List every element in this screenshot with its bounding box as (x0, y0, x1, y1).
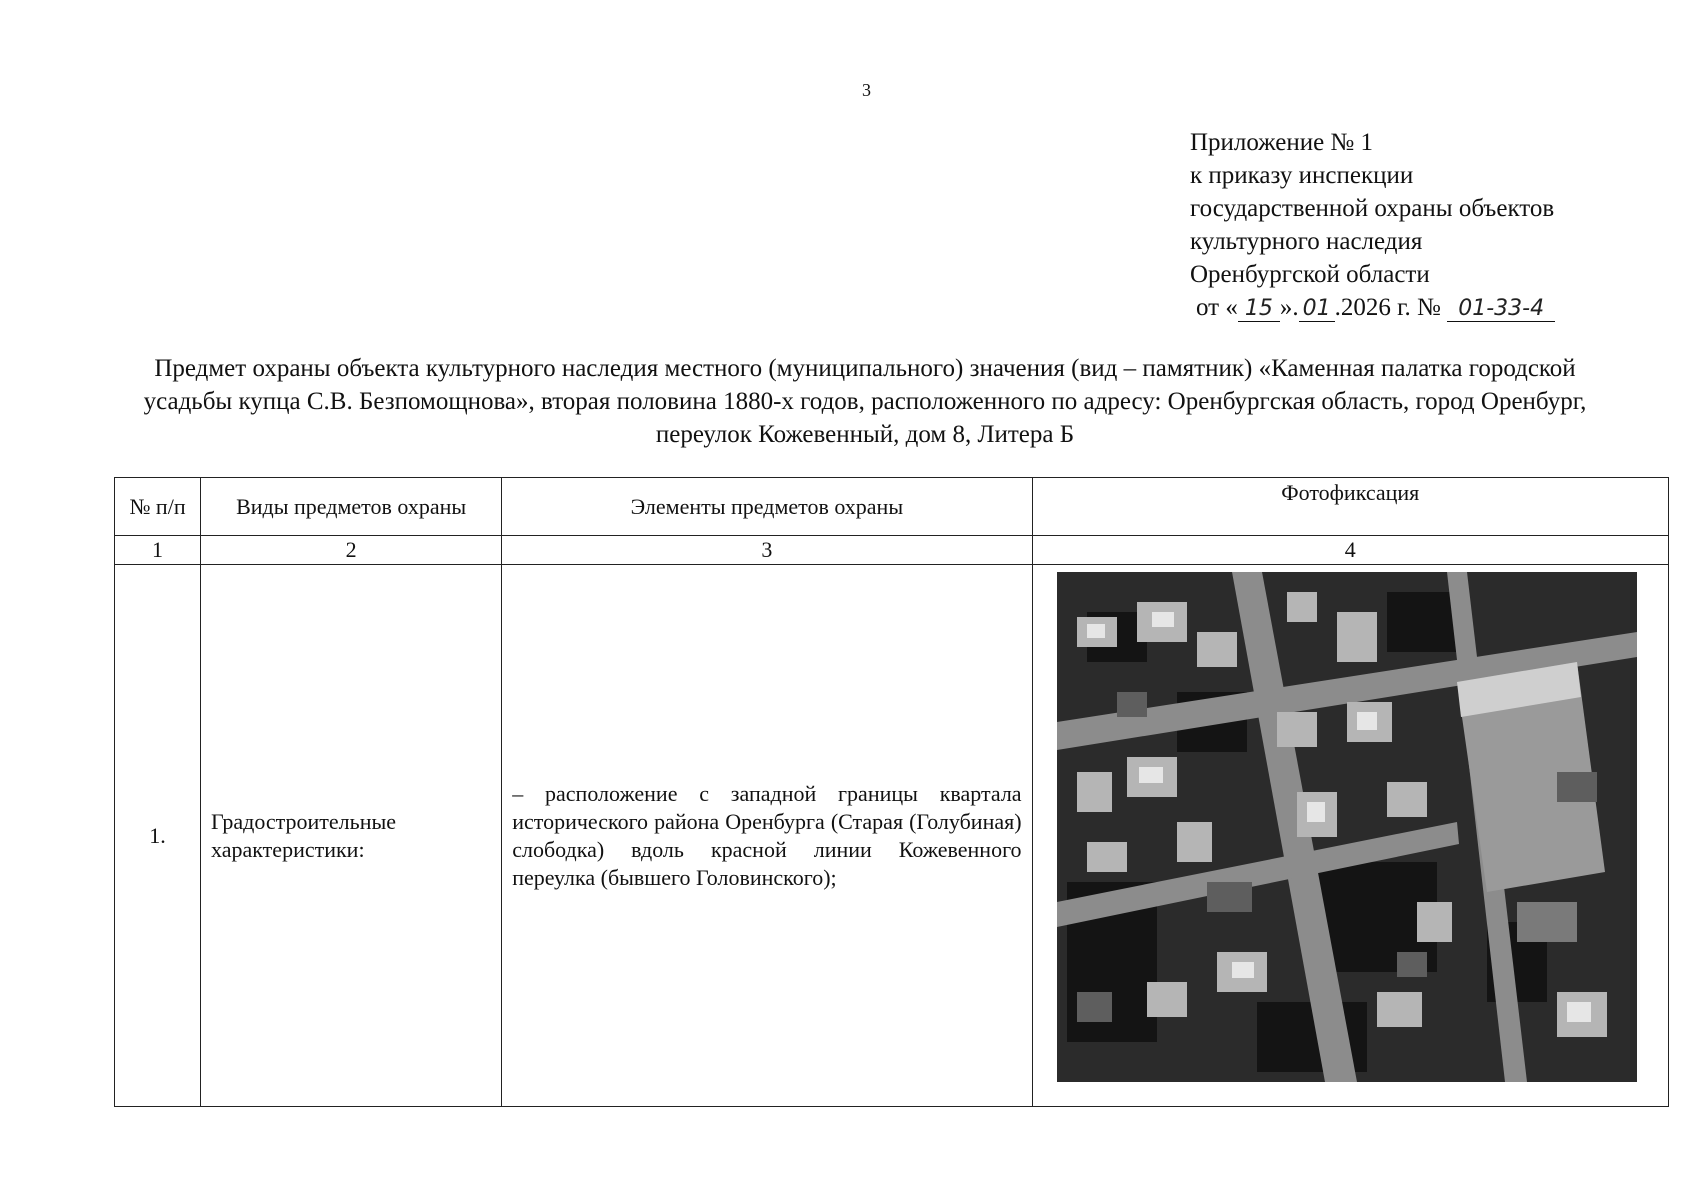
aerial-photo (1057, 572, 1637, 1082)
table-row (115, 565, 1669, 1107)
date-prefix: от « (1196, 294, 1238, 321)
table-header-row (115, 478, 1669, 536)
column-number: 1 (115, 536, 201, 565)
header-num: № п/п (115, 478, 201, 536)
column-number: 3 (502, 536, 1032, 565)
appendix-date-line (1196, 291, 1555, 324)
handwritten-day: 15 (1238, 297, 1280, 322)
date-separator: ». (1279, 294, 1299, 321)
column-number: 4 (1032, 536, 1668, 565)
row-photo-cell (1032, 565, 1668, 1107)
handwritten-order-number: 01-33-4 (1447, 297, 1555, 322)
row-type: Градостроительные характеристики: (201, 565, 502, 1107)
protection-table (114, 477, 1669, 1107)
appendix-line: государственной охраны объектов (1190, 195, 1555, 222)
header-types: Виды предметов охраны (201, 478, 502, 536)
header-photo: Фотофиксация (1032, 478, 1668, 536)
column-number: 2 (201, 536, 502, 565)
column-number-row (115, 536, 1669, 565)
appendix-line: Оренбургской области (1190, 261, 1430, 288)
document-title: Предмет охраны объекта культурного наследия местного (муниципального) значения (вид – памятник) «Каменная палатка городской усадьбы купца С.В. Безпомощнова», вторая половина 1880-х годов, расположенного по адресу: Оренбургская область, город Оренбург, переулок Кожевенный, дом 8, Литера Б (143, 355, 1587, 448)
handwritten-month: 01 (1299, 297, 1335, 322)
row-elements: – расположение с западной границы квартала исторического района Оренбурга (Старая (Голубиная) слободка) вдоль красной линии Кожевенного переулка (бывшего Головинского); (502, 565, 1032, 1107)
row-number: 1. (115, 565, 201, 1107)
page-number: 3 (862, 80, 871, 100)
date-year-suffix: .2026 г. № (1334, 294, 1441, 321)
appendix-block (1190, 126, 1555, 324)
header-elements: Элементы предметов охраны (502, 478, 1032, 536)
appendix-line: культурного наследия (1190, 228, 1423, 255)
appendix-line: к приказу инспекции (1190, 162, 1414, 189)
appendix-line: Приложение № 1 (1190, 129, 1374, 156)
